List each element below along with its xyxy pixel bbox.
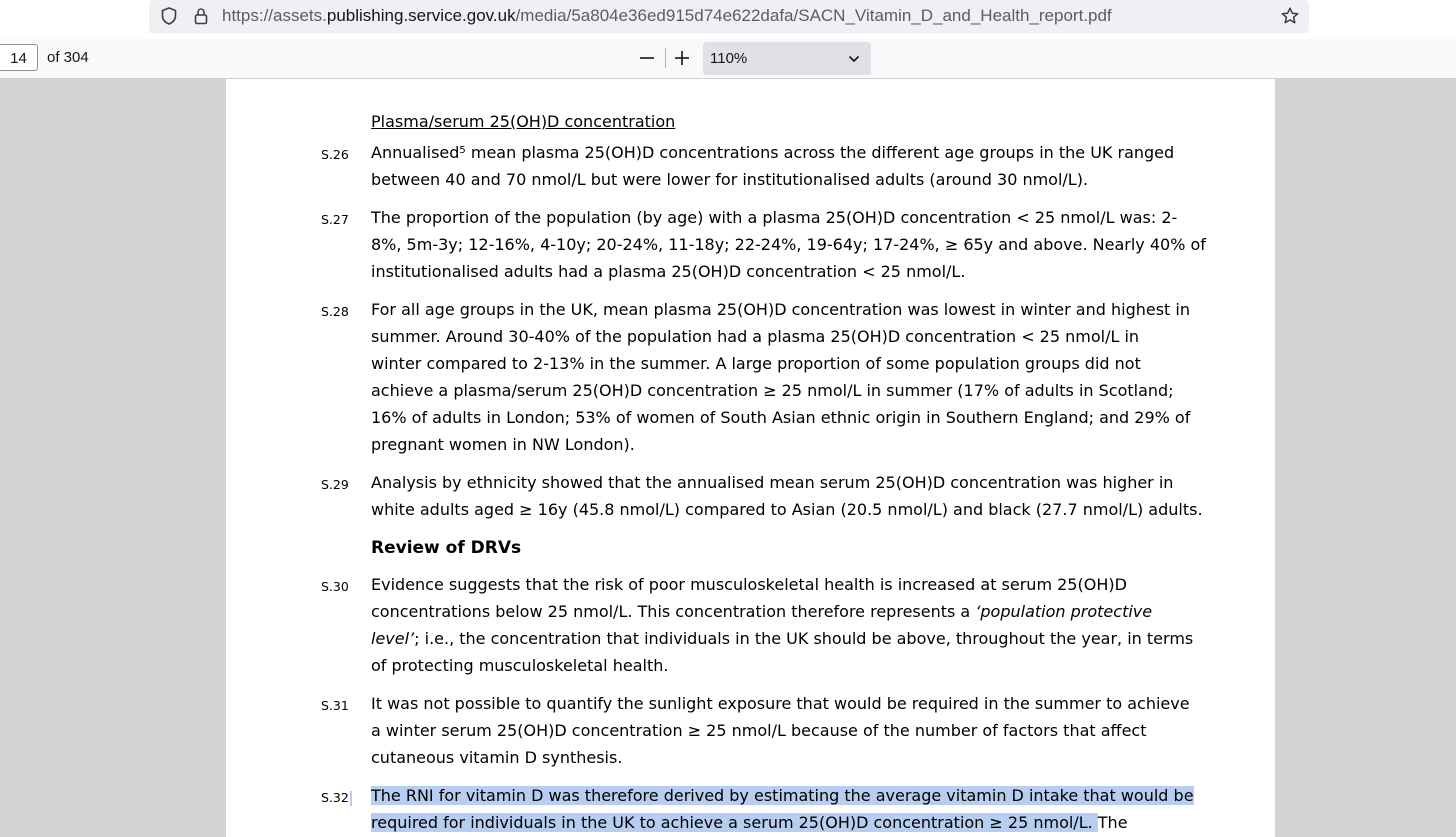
chevron-down-icon xyxy=(847,52,861,66)
text-line: Annualised$^5$ mean plasma 25(OH)D concentrations across the different age groups in the UK ranged xyxy=(371,143,1175,162)
section-heading: Plasma/serum 25(OH)D concentration xyxy=(371,112,676,131)
text-line: white adults aged ≥ 16y (45.8 nmol/L) compared to Asian (20.5 nmol/L) and black (27.7 nmol/L) adults. xyxy=(371,500,1203,519)
text-line: achieve a plasma/serum 25(OH)D concentration ≥ 25 nmol/L in summer (17% of adults in Scotland; xyxy=(371,381,1174,400)
paragraph-s29 xyxy=(371,469,1203,523)
text-line: 8%, 5m-3y; 12-16%, 4-10y; 20-24%, 11-18y; 22-24%, 19-64y; 17-24%, ≥ 65y and above. Nearly 40% of xyxy=(371,235,1206,254)
text-line: For all age groups in the UK, mean plasma 25(OH)D concentration was lowest in winter and highest in xyxy=(371,300,1190,319)
shield-icon[interactable] xyxy=(159,6,179,26)
text-line: Evidence suggests that the risk of poor musculoskeletal health is increased at serum 25(OH)D xyxy=(371,575,1127,594)
url-prefix: https://assets. xyxy=(222,6,327,25)
text-line[interactable]: required for individuals in the UK to achieve a serum 25(OH)D concentration ≥ 25 nmol/L. The xyxy=(371,813,1128,832)
paragraph-number: S.32 xyxy=(321,790,352,806)
text-line: The proportion of the population (by age) with a plasma 25(OH)D concentration < 25 nmol/L was: 2- xyxy=(371,208,1178,227)
text-line: level’; i.e., the concentration that individuals in the UK should be above, throughout the year, in terms xyxy=(371,629,1194,648)
text-line: institutionalised adults had a plasma 25(OH)D concentration < 25 nmol/L. xyxy=(371,262,966,281)
text-line: concentrations below 25 nmol/L. This concentration therefore represents a ‘population protective xyxy=(371,602,1153,621)
paragraph-s31 xyxy=(371,690,1191,771)
text-line: cutaneous vitamin D synthesis. xyxy=(371,748,623,767)
zoom-out-button[interactable] xyxy=(634,45,660,71)
paragraph-number: S.28 xyxy=(321,304,349,319)
url-domain: publishing.service.gov.uk xyxy=(326,6,516,25)
text-line: 16% of adults in London; 53% of women of South Asian ethnic origin in Southern England; and 29% of xyxy=(371,408,1191,427)
selected-text[interactable]: required for individuals in the UK to achieve a serum 25(OH)D concentration ≥ 25 nmol/L. xyxy=(371,813,1098,832)
paragraph-number: S.31 xyxy=(321,698,349,713)
text-line: It was not possible to quantify the sunlight exposure that would be required in the summer to achieve xyxy=(371,694,1190,713)
paragraph-s27 xyxy=(371,204,1206,285)
text-line: between 40 and 70 nmol/L but were lower for institutionalised adults (around 30 nmol/L). xyxy=(371,170,1089,189)
browser-navbar xyxy=(0,0,1456,40)
page-total-label: of 304 xyxy=(47,49,89,66)
text-line: of protecting musculoskeletal health. xyxy=(371,656,669,675)
paragraph-number: S.26 xyxy=(321,147,349,162)
page-number-input[interactable]: 14 xyxy=(0,44,38,71)
selection-marker xyxy=(350,791,352,806)
pdf-page xyxy=(226,79,1275,837)
paragraph-s28 xyxy=(371,296,1191,458)
zoom-out-icon xyxy=(638,49,656,67)
paragraph-number: S.30 xyxy=(321,579,349,594)
paragraph-s30 xyxy=(371,571,1194,679)
paragraph-number: S.29 xyxy=(321,477,349,492)
text-line: Analysis by ethnicity showed that the annualised mean serum 25(OH)D concentration was higher in xyxy=(371,473,1174,492)
text-line: pregnant women in NW London). xyxy=(371,435,635,454)
text-line[interactable] xyxy=(371,782,1194,809)
review-heading: Review of DRVs xyxy=(371,538,522,558)
zoom-in-button[interactable] xyxy=(669,45,695,71)
paragraph-s26 xyxy=(371,139,1191,193)
url-text[interactable] xyxy=(222,6,1112,26)
footnote-ref[interactable]: 5 xyxy=(459,145,466,156)
pdf-toolbar xyxy=(0,39,1456,79)
text-line: summer. Around 30-40% of the population had a plasma 25(OH)D concentration < 25 nmol/L in xyxy=(371,327,1140,346)
zoom-value: 110% xyxy=(710,50,748,67)
url-path: /media/5a804e36ed915d74e622dafa/SACN_Vitamin_D_and_Health_report.pdf xyxy=(515,6,1112,25)
lock-icon[interactable] xyxy=(191,6,211,26)
address-bar[interactable] xyxy=(149,0,1309,33)
paragraph-s32 xyxy=(371,782,1194,836)
bookmark-star-icon[interactable] xyxy=(1280,6,1300,26)
paragraph-number: S.27 xyxy=(321,212,349,227)
selected-text[interactable]: The RNI for vitamin D was therefore derived by estimating the average vitamin D intake that would be xyxy=(371,786,1194,805)
text-line: a winter serum 25(OH)D concentration ≥ 25 nmol/L because of the number of factors that affect xyxy=(371,721,1147,740)
text-line: winter compared to 2-13% in the summer. A large proportion of some population groups did not xyxy=(371,354,1141,373)
zoom-in-icon xyxy=(673,49,691,67)
zoom-select[interactable] xyxy=(703,42,871,75)
zoom-separator xyxy=(665,48,666,68)
